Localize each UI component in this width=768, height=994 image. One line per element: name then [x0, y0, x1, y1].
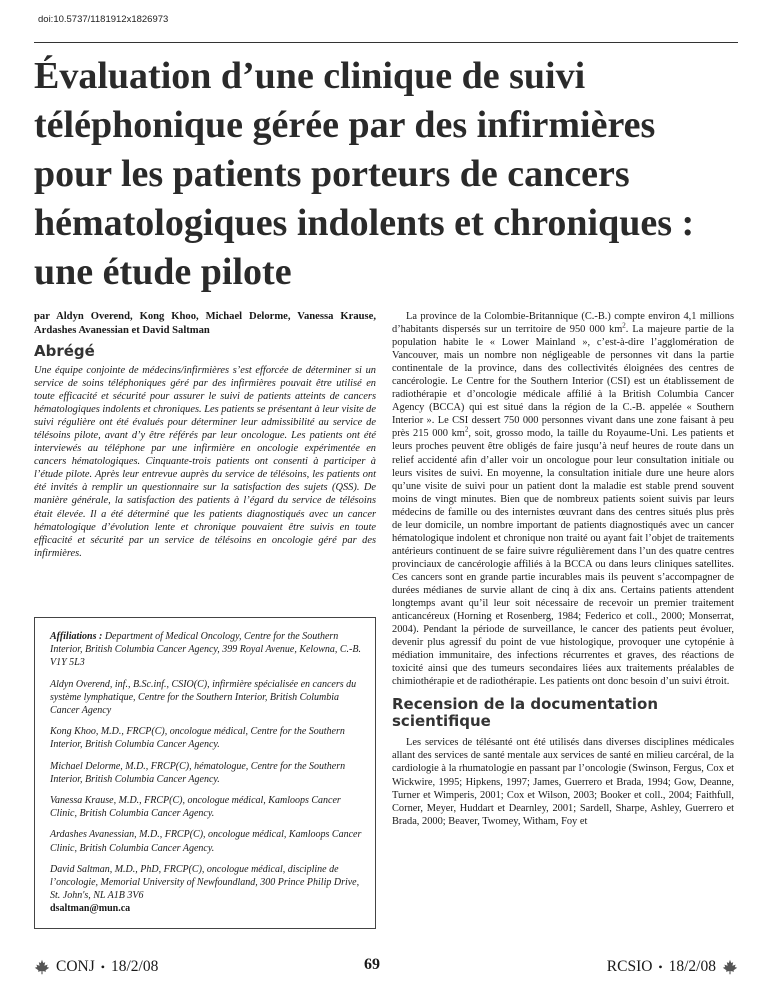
affiliations-box: [34, 617, 376, 929]
maple-leaf-icon: [34, 959, 50, 975]
affiliation-entry: Kong Khoo, M.D., FRCP(C), oncologue médical, Centre for the Southern Interior, British Columbia Cancer Agency.: [50, 726, 345, 751]
superscript: 2: [622, 321, 626, 330]
bullet-separator: •: [100, 959, 105, 974]
superscript: 2: [464, 425, 469, 434]
affiliation-entry: Ardashes Avanessian, M.D., FRCP(C), oncologue médical, Kamloops Cancer Clinic, British Columbia Cancer Agency.: [50, 829, 362, 854]
body-paragraph-2: Les services de télésanté ont été utilisés dans diverses disciplines médicales allant des services de santé mentale aux services de santé en milieu carcéral, de la cardiologie à la rhumatologie en passant par l’oncologie (Swinson, Fergus, Cox et Wickwire, 1995; Hipkens, 1997; James, Guerrero et Brada, 1994; Gow, Deanne, Turner et Wimperis, 2001; Cox et Wilson, 2003; Booker et coll., 2004; Faithfull, Corner, Meyer, Huddart et Dearnley, 2001; Sardell, Sharpe, Ashley, Guerrero et Brada, 2000; Beaver, Twomey, Witham, Foy et: [392, 737, 734, 827]
author-list: par Aldyn Overend, Kong Khoo, Michael Delorme, Vanessa Krause, Ardashes Avanessian et David Saltman: [34, 311, 376, 336]
body-text: , soit, grosso modo, la taille du Royaume-Uni. Les patients et leurs proches peuvent être obligés de faire jusqu’à neuf heures de route dans un relief accidenté afin d’aller voir un oncologue pour leur consultation initiale ou leurs visites de suivi. En moyenne, la consultation initiale dure une heure alors qu’une visite de suivi pour un patient dont la maladie est stable prend souvent moins de vingt minutes. Bien que de nombreux patients soient suivis par leurs médecins de famille ou des internistes œuvrant dans des centres situés plus près de leur domicile, un nombre important de patients diagnostiqués avec un cancer hématologique indolent et chronique non traité ou ayant fait l’objet de traitements antérieurs continuent de se faire suivre régulièrement dans l’un des quatre centres provinciaux de cancérologie affiliés à la BCCA ou dans leurs cliniques satellites. Ces cancers sont en grande partie incurables mais ils peuvent s’accompagner de durées médianes de survie allant de cinq à dix ans. Certains patients attendent longtemps avant qu’il leur soit nécessaire de recevoir un premier traitement anticancéreux (Horning et Rosenberg, 1984; Federico et coll., 2000; Monserrat, 2004). Pendant la période de surveillance, le cancer des patients peut évoluer, devenir plus agressif du point de vue histologique, provoquer une cytopénie à médiation immunitaire, des infections récurrentes et graves, des réactions de toxicité ainsi que des tumeurs secondaires liées aux traitements préalables de chimiothérapie et de radiothérapie. Les patients ont donc besoin d’un suivi étroit.: [392, 428, 735, 688]
footer-left: [34, 958, 158, 976]
affiliation-entry-last: [50, 863, 370, 916]
maple-leaf-icon: [722, 959, 738, 975]
affiliations-label: Affiliations :: [50, 631, 103, 642]
affiliation-entry: Michael Delorme, M.D., FRCP(C), hématologue, Centre for the Southern Interior, British Columbia Cancer Agency.: [50, 760, 346, 785]
affiliations-content: [50, 630, 370, 924]
body-text: . La majeure partie de la population habite le « Lower Mainland », c’est-à-dire l’agglomération de Vancouver, mais un nombre non négligeable de personnes vit dans la partie continentale de la province, dans des collectivités éloignées des centres de cancérologie. Le Centre for the Southern Interior (CSI) est un établissement de radiothérapie et d’oncologie médicale affilié à la British Columbia Cancer Agency (BCCA) qui est situé dans la région de la C.-B. appelée « Southern Interior ». Le CSI dessert 750 000 personnes vivant dans une zone faisant à peu près 215 000 km: [392, 324, 734, 440]
abstract-heading: Abrégé: [34, 342, 95, 360]
article-title: Évaluation d’une clinique de suivi téléphonique gérée par des infirmières pour les patients porteurs de cancers hématologiques indolents et chroniques : une étude pilote: [34, 55, 695, 293]
top-rule: [34, 42, 738, 43]
contact-email: dsaltman@mun.ca: [50, 903, 131, 915]
affiliation-entry: Vanessa Krause, M.D., FRCP(C), oncologue médical, Kamloops Cancer Clinic, British Columbia Cancer Agency.: [50, 795, 341, 820]
affiliation-entry: Aldyn Overend, inf., B.Sc.inf., CSIO(C), infirmière spécialisée en cancers du système lymphatique, Centre for the Southern Interior, British Columbia Cancer Agency: [50, 678, 357, 717]
right-column: [392, 310, 734, 828]
page-footer: [34, 952, 738, 982]
body-text: La province de la Colombie-Britannique (C.-B.) compte environ 4,1 millions d’habitants dispersés sur un territoire de 950 000 km: [392, 311, 734, 336]
left-column: [34, 310, 376, 560]
footer-right: [607, 958, 738, 976]
journal-abbr-fr: RCSIO: [606, 958, 653, 975]
page-number: 69: [364, 956, 380, 973]
issue-date-left: 18/2/08: [110, 958, 159, 975]
doi-label: doi:10.5737/1181912x1826973: [38, 14, 169, 25]
literature-review-heading: Recension de la documentation scientifique: [392, 695, 659, 731]
abstract-text: Une équipe conjointe de médecins/infirmières s’est efforcée de déterminer si un service de soins téléphoniques géré par des infirmières pouvait être utilisé en toute efficacité et sécurité pour assurer le suivi de patients atteints de cancers hématologiques indolents et chroniques. Les patients se présentant à leur visite de suivi régulière ont été évalués pour déterminer leur admissibilité au service de télésoins pilote, avant d’y être référés par leur oncologue. Les patients ont été interviewés au téléphone par une infirmière en oncologie expérimentée en cancers hématologiques. Cinquante-trois patients ont consenti à participer à l’étude pilote. Après leur entrevue auprès du service de télésoins, les patients ont été invités à remplir un questionnaire sur la satisfaction des sujets (QSS). De manière générale, la satisfaction des patients à l’égard du service de télésoins était élevée. Il a été déterminé que les patients diagnostiqués avec un cancer hématologique d’évolution lente et chronique pouvaient être suivis en toute efficacité et sécurité par un service de télésoins en oncologie géré par des infirmières.: [34, 365, 376, 559]
journal-abbr-en: CONJ: [56, 958, 95, 975]
affiliation-saltman: David Saltman, M.D., PhD, FRCP(C), oncologue médical, discipline de l’oncologie, Memorial University of Newfoundland, 300 Prince Philip Drive, St. John's, NL A1B 3V6: [50, 863, 360, 902]
affiliation-main: [50, 630, 370, 670]
body-paragraph-1: [392, 310, 734, 688]
bullet-separator: •: [658, 959, 663, 974]
affiliation-department: Department of Medical Oncology, Centre for the Southern Interior, British Columbia Cancer Agency, 399 Royal Avenue, Kelowna, C.-B. V1Y 5L3: [50, 631, 361, 669]
issue-date-right: 18/2/08: [668, 958, 716, 975]
